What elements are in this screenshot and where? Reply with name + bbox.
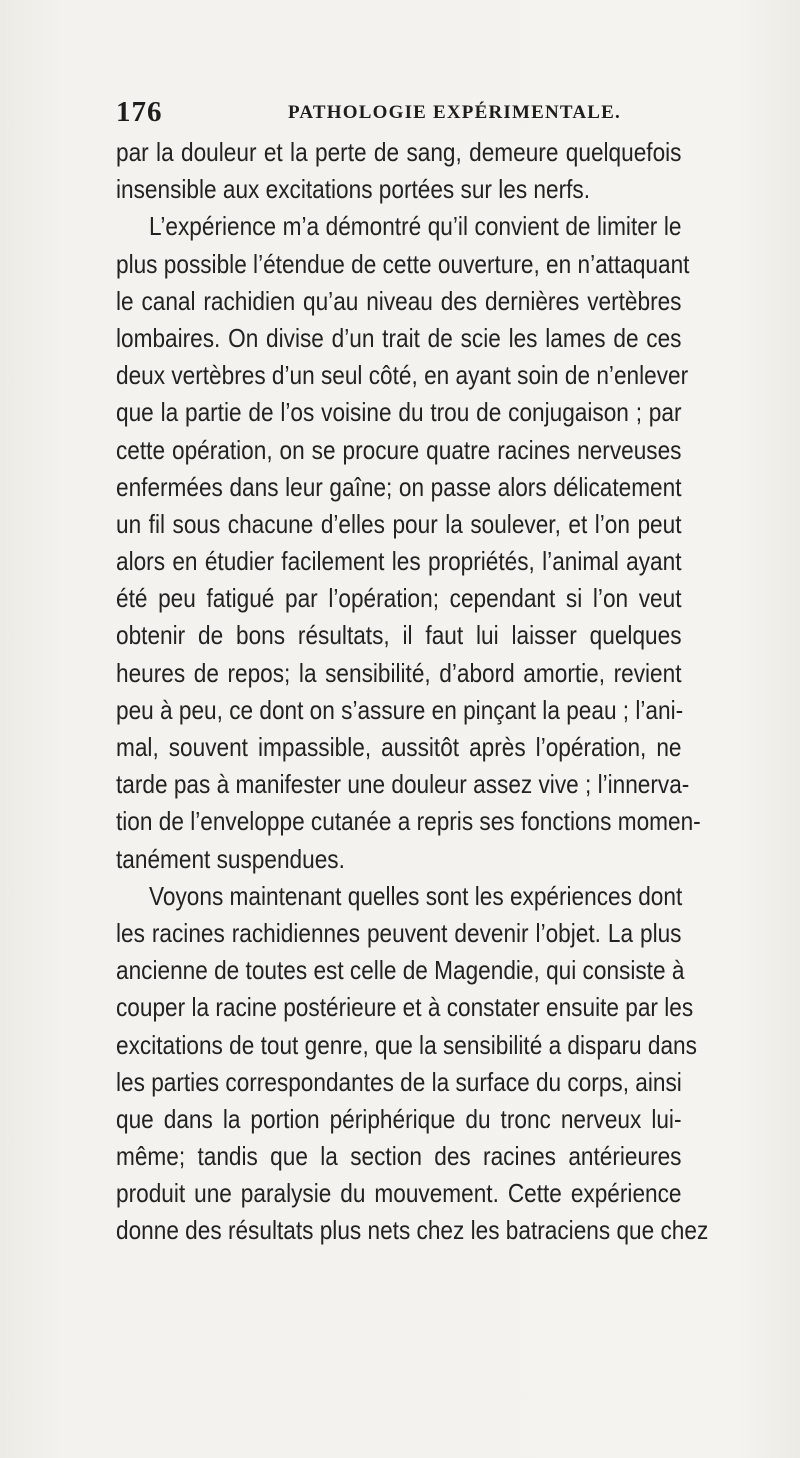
text-line: lombaires. On divise d’un trait de scie les lames de ces: [116, 322, 682, 353]
text-line: les racines rachidiennes peuvent devenir l’objet. La plus: [116, 917, 682, 948]
page-number: 176: [116, 96, 163, 128]
text-line: plus possible l’étendue de cette ouverture, en n’attaquant: [116, 248, 690, 279]
text-line: ancienne de toutes est celle de Magendie, qui consiste à: [116, 955, 685, 986]
text-line: mal, souvent impassible, aussitôt après l’opération, ne: [116, 732, 682, 762]
text-line: tarde pas à manifester une douleur assez vive ; l’innerva-: [116, 769, 690, 800]
body-text: [116, 134, 709, 1250]
text-line: enfermées dans leur gaîne; on passe alors délicatement: [116, 471, 682, 502]
text-line: couper la racine postérieure et à constater ensuite par les: [116, 992, 694, 1023]
text-line: que la partie de l’os voisine du trou de conjugaison ; par: [116, 397, 682, 428]
text-line: été peu fatigué par l’opération; cependant si l’on veut: [116, 583, 682, 614]
text-line: Voyons maintenant quelles sont les expériences dont: [149, 880, 683, 911]
text-line: un fil sous chacune d’elles pour la soulever, et l’on peut: [116, 508, 682, 539]
text-line: deux vertèbres d’un seul côté, en ayant soin de n’enlever: [116, 360, 689, 391]
text-line: le canal rachidien qu’au niveau des dernières vertèbres: [116, 285, 682, 316]
text-line: excitations de tout genre, que la sensibilité a disparu dans: [116, 1029, 697, 1060]
text-line: tanément suspendues.: [116, 843, 345, 874]
text-line: cette opération, on se procure quatre racines nerveuses: [116, 434, 682, 465]
text-line: obtenir de bons résultats, il faut lui laisser quelques: [116, 620, 682, 651]
running-title: PATHOLOGIE EXPÉRIMENTALE.: [288, 102, 621, 123]
text-line: tion de l’enveloppe cutanée a repris ses fonctions momen-: [116, 806, 701, 837]
running-header: [116, 96, 710, 130]
text-line: que dans la portion périphérique du tronc nerveux lui-: [116, 1103, 682, 1134]
text-line: par la douleur et la perte de sang, demeure quelquefois: [116, 137, 682, 167]
text-line: peu à peu, ce dont on s’assure en pinçant la peau ; l’ani-: [116, 694, 684, 725]
text-line: insensible aux excitations portées sur les nerfs.: [116, 174, 591, 205]
text-line: même; tandis que la section des racines antérieures: [116, 1141, 682, 1172]
text-line: donne des résultats plus nets chez les batraciens que chez: [116, 1215, 709, 1246]
text-line: produit une paralysie du mouvement. Cette expérience: [116, 1178, 682, 1209]
text-line: alors en étudier facilement les propriétés, l’animal ayant: [116, 546, 682, 577]
text-line: L’expérience m’a démontré qu’il convient de limiter le: [149, 211, 682, 242]
text-line: heures de repos; la sensibilité, d’abord amortie, revient: [116, 657, 682, 688]
text-line: les parties correspondantes de la surface du corps, ainsi: [116, 1066, 682, 1097]
